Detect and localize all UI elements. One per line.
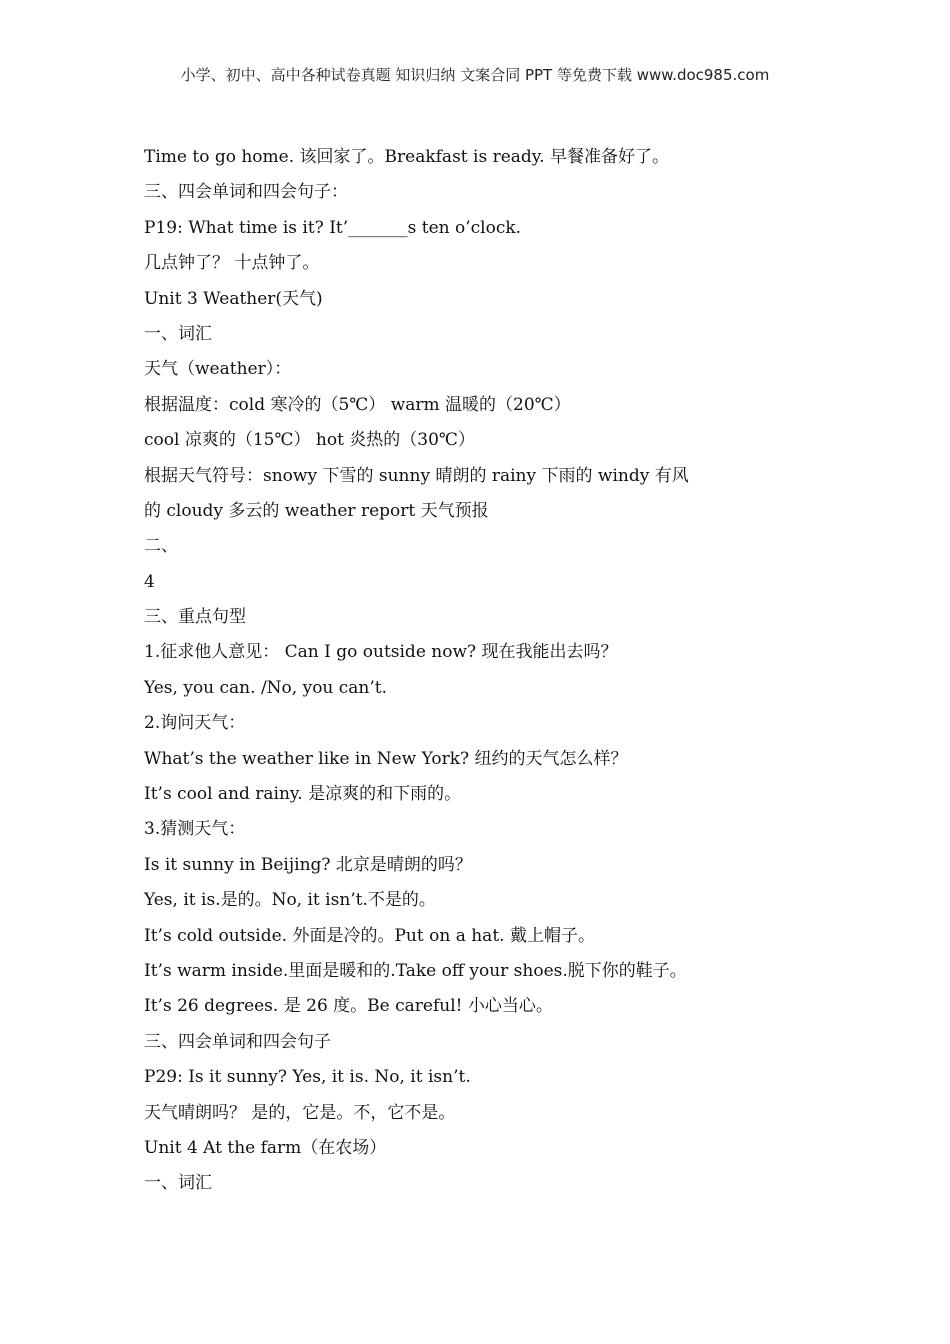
text-line: It’s cold outside. 外面是冷的。Put on a hat. 戴上帽子。 bbox=[144, 925, 595, 946]
text-line: It’s 26 degrees. 是 26 度。Be careful! 小心当心。 bbox=[144, 996, 553, 1017]
unit-heading: Unit 3 Weather(天气) bbox=[144, 288, 323, 309]
section-heading: 一、词汇 bbox=[144, 323, 212, 344]
text-line: P19: What time is it? It’_______s ten o’clock. bbox=[144, 217, 522, 238]
text-line: Yes, it is.是的。No, it isn’t.不是的。 bbox=[144, 890, 436, 911]
text-line: 天气晴朗吗？ 是的，它是。不，它不是。 bbox=[144, 1102, 456, 1123]
text-line: cool 凉爽的（15℃） hot 炎热的（30℃） bbox=[144, 430, 475, 451]
unit-heading: Unit 4 At the farm（在农场） bbox=[144, 1137, 387, 1158]
text-line: 2.询问天气： bbox=[144, 713, 246, 734]
text-line: What’s the weather like in New York? 纽约的天气怎么样？ bbox=[144, 748, 628, 769]
text-line: 根据天气符号：snowy 下雪的 sunny 晴朗的 rainy 下雨的 windy 有风 bbox=[144, 465, 689, 486]
text-line: It’s cool and rainy. 是凉爽的和下雨的。 bbox=[144, 784, 462, 805]
text-line: Yes, you can. /No, you can’t. bbox=[144, 677, 388, 698]
text-line: Is it sunny in Beijing? 北京是晴朗的吗？ bbox=[144, 854, 472, 875]
section-heading: 一、词汇 bbox=[144, 1173, 212, 1194]
document-body bbox=[144, 140, 844, 1202]
text-line: 的 cloudy 多云的 weather report 天气预报 bbox=[144, 500, 489, 521]
text-line: 天气（weather）： bbox=[144, 359, 292, 380]
section-heading: 三、重点句型 bbox=[144, 607, 246, 628]
text-line: It’s warm inside.里面是暖和的.Take off your shoes.脱下你的鞋子。 bbox=[144, 960, 687, 981]
section-heading: 三、四会单词和四会句子： bbox=[144, 182, 348, 203]
text-line: 根据温度：cold 寒冷的（5℃） warm 温暖的（20℃） bbox=[144, 394, 571, 415]
text-line: 1.征求他人意见： Can I go outside now? 现在我能出去吗？ bbox=[144, 642, 618, 663]
text-line: Time to go home. 该回家了。Breakfast is ready. 早餐准备好了。 bbox=[144, 147, 669, 167]
page-header: 小学、初中、高中各种试卷真题 知识归纳 文案合同 PPT 等免费下载 www.doc985.com bbox=[180, 66, 770, 84]
text-line: 几点钟了？ 十点钟了。 bbox=[144, 253, 320, 274]
section-heading: 三、四会单词和四会句子 bbox=[144, 1031, 331, 1052]
section-heading: 二、 bbox=[144, 536, 178, 557]
text-line: P29: Is it sunny? Yes, it is. No, it isn’t. bbox=[144, 1067, 471, 1088]
page-number: 4 bbox=[144, 571, 155, 592]
text-line: 3.猜测天气： bbox=[144, 819, 246, 840]
